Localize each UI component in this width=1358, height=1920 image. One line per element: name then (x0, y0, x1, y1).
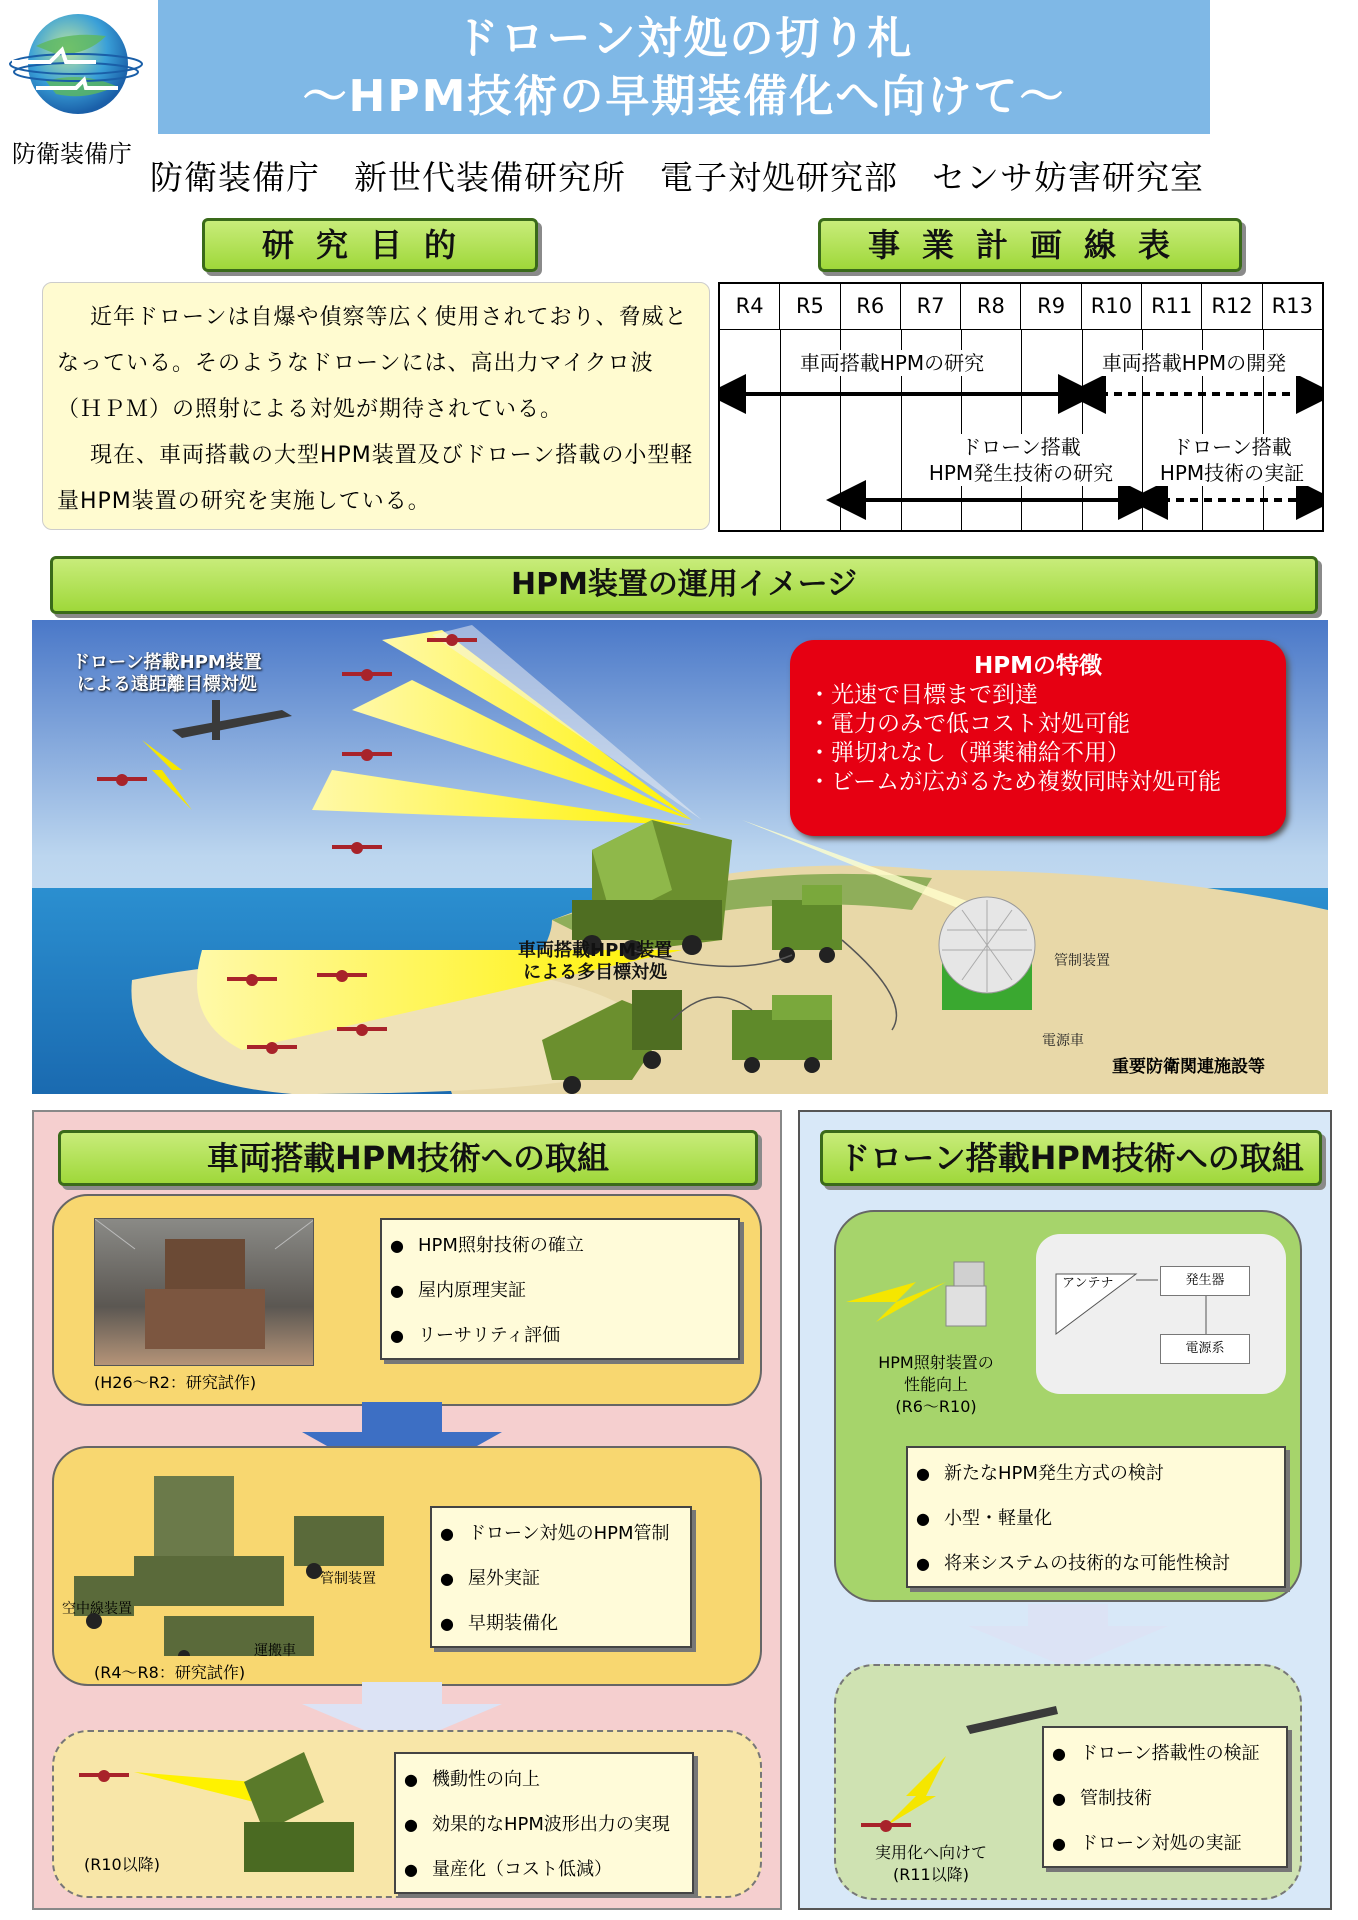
year-cell: R6 (841, 284, 901, 329)
list-item: ● 機動性の向上 (396, 1757, 692, 1802)
block-diagram-lines (1036, 1234, 1286, 1394)
list-item: ● ドローン搭載性の検証 (1044, 1731, 1286, 1776)
drone-stage-2-list (1042, 1726, 1288, 1868)
feature-item: ・電力のみで低コスト対処可能 (808, 711, 1130, 737)
facility-label: 重要防衛関連施設等 (1112, 1057, 1265, 1077)
year-cell: R11 (1142, 284, 1202, 329)
list-item: ● ドローン対処の実証 (1044, 1821, 1286, 1866)
list-item: ● 量産化（コスト低減） (396, 1847, 692, 1892)
drone-hpm-label-1: ドローン搭載HPM装置 (72, 652, 262, 673)
drone-panel-heading: ドローン搭載HPM技術への取組 (820, 1130, 1322, 1186)
drone-stage-1 (834, 1210, 1302, 1602)
drone-hpm-label-2: による遠距離目標対処 (76, 674, 257, 695)
hpm-emitter-icon (846, 1242, 996, 1332)
features-title: HPMの特徴 (974, 653, 1102, 679)
vehicle-stage-2-list (430, 1506, 692, 1648)
page-title (158, 0, 1210, 134)
hpm-features-box (790, 640, 1286, 836)
operation-image-heading: HPM装置の運用イメージ (50, 556, 1318, 614)
year-cell: R9 (1021, 284, 1081, 329)
antenna-label: アンテナ (1062, 1276, 1114, 1291)
list-item: ● 屋外実証 (432, 1556, 690, 1601)
drone-stage-1-caption-3: (R6～R10) (895, 1397, 977, 1416)
list-item: ● 効果的なHPM波形出力の実現 (396, 1802, 692, 1847)
globe-logo-icon (6, 6, 146, 126)
vehicle-stage-1-caption: (H26～R2：研究試作) (94, 1373, 257, 1392)
schedule-table (718, 282, 1324, 532)
year-cell: R4 (720, 284, 780, 329)
title-line-2: ～HPM技術の早期装備化へ向けて～ (302, 71, 1066, 122)
vehicle-panel-heading: 車両搭載HPM技術への取組 (58, 1130, 758, 1186)
generator-box: 発生器 (1160, 1266, 1250, 1296)
block-diagram (1036, 1234, 1286, 1394)
drone-stage-1-caption (846, 1352, 1026, 1418)
control-label: 管制装置 (1054, 953, 1110, 969)
down-arrow-icon (968, 1604, 1168, 1668)
vehicle-hpm-label (518, 940, 672, 984)
organization: 防衛装備庁 新世代装備研究所 電子対処研究部 センサ妨害研究室 (150, 158, 1204, 197)
vehicle-stage-1-list (380, 1218, 740, 1360)
list-item: ● 新たなHPM発生方式の検討 (908, 1451, 1284, 1496)
list-item: ● ドローン対処のHPM管制 (432, 1511, 690, 1556)
drone-research-label-2: HPM発生技術の研究 (928, 461, 1114, 485)
power-label: 電源車 (1042, 1033, 1084, 1049)
power-system-box: 電源系 (1160, 1334, 1250, 1364)
year-cell: R5 (780, 284, 840, 329)
drone-hpm-label (72, 652, 262, 696)
vehicle-hpm-label-2: による多目標対処 (523, 962, 668, 983)
vehicle-stage-3-caption: (R10以降) (84, 1855, 160, 1874)
vehicle-stage-2-caption: (R4～R8：研究試作) (94, 1663, 246, 1682)
schedule-arrows (720, 284, 1322, 530)
drone-stage-1-caption-2: 性能向上 (903, 1375, 968, 1394)
vehicle-hpm-label-1: 車両搭載HPM装置 (518, 940, 673, 961)
logo-text: 防衛装備庁 (12, 140, 132, 168)
radome-icon (939, 897, 1035, 1010)
drone-demo-label (1148, 434, 1316, 486)
purpose-heading: 研究目的 (202, 218, 538, 272)
vehicle-stage-3 (52, 1730, 762, 1898)
drone-stage-2-caption-1: 実用化へ向けて (874, 1843, 987, 1862)
list-item: ● 早期装備化 (432, 1601, 690, 1646)
list-item: ● 管制技術 (1044, 1776, 1286, 1821)
plan-heading: 事業計画線表 (818, 218, 1242, 272)
feature-item: ・光速で目標まで到達 (808, 682, 1038, 708)
list-item: ● 屋内原理実証 (382, 1268, 738, 1313)
drone-demo-label-1: ドローン搭載 (1172, 435, 1292, 459)
purpose-paragraph-2: 現在、車両搭載の大型HPM装置及びドローン搭載の小型軽量HPM装置の研究を実施している。 (57, 443, 694, 514)
list-item: ● リーサリティ評価 (382, 1313, 738, 1358)
year-cell: R10 (1082, 284, 1142, 329)
hpm-drone-engagement-icon (846, 1686, 1066, 1856)
purpose-paragraph-1: 近年ドローンは自爆や偵察等広く使用されており、脅威となっている。そのようなドローンには、高出力マイクロ波（ＨＰＭ）の照射による対処が期待されている。 (57, 305, 688, 422)
feature-item: ・弾切れなし（弾薬補給不用） (808, 740, 1130, 766)
control-unit-label: 管制装置 (320, 1571, 376, 1587)
transport-vehicle-label: 運搬車 (254, 1643, 296, 1659)
indoor-test-photo (94, 1218, 314, 1366)
vehicle-stage-2 (52, 1446, 762, 1686)
hpm-system-vehicles-icon (74, 1456, 434, 1656)
purpose-text-box (42, 282, 710, 530)
feature-item: ・ビームが広がるため複数同時対処可能 (808, 769, 1222, 795)
drone-research-label-1: ドローン搭載 (961, 435, 1081, 459)
vehicle-stage-1 (52, 1194, 762, 1406)
drone-stage-2-caption (856, 1842, 1006, 1886)
year-cell: R8 (961, 284, 1021, 329)
veh-development-label: 車両搭載HPMの開発 (1086, 350, 1302, 376)
veh-research-label: 車両搭載HPMの研究 (792, 350, 992, 376)
antenna-unit-label: 空中線装置 (62, 1601, 132, 1617)
vehicle-stage-3-list (394, 1752, 694, 1894)
title-line-1: ドローン対処の切り札 (454, 13, 914, 64)
drone-panel (798, 1110, 1332, 1910)
year-cell: R13 (1271, 294, 1313, 318)
year-cell: R12 (1202, 284, 1262, 329)
drone-demo-label-2: HPM技術の実証 (1159, 461, 1305, 485)
drone-stage-2 (834, 1664, 1302, 1900)
hpm-prototype-icon (95, 1219, 314, 1366)
list-item: ● 小型・軽量化 (908, 1496, 1284, 1541)
drone-stage-1-caption-1: HPM照射装置の (878, 1353, 994, 1372)
list-item: ● 将来システムの技術的な可能性検討 (908, 1541, 1284, 1586)
drone-research-label (904, 434, 1138, 486)
drone-stage-2-caption-2: (R11以降) (893, 1865, 969, 1884)
year-cell: R7 (901, 284, 961, 329)
drone-stage-1-list (906, 1446, 1286, 1588)
logo (6, 6, 146, 126)
list-item: ● HPM照射技術の確立 (382, 1223, 738, 1268)
vehicle-panel (32, 1110, 782, 1910)
